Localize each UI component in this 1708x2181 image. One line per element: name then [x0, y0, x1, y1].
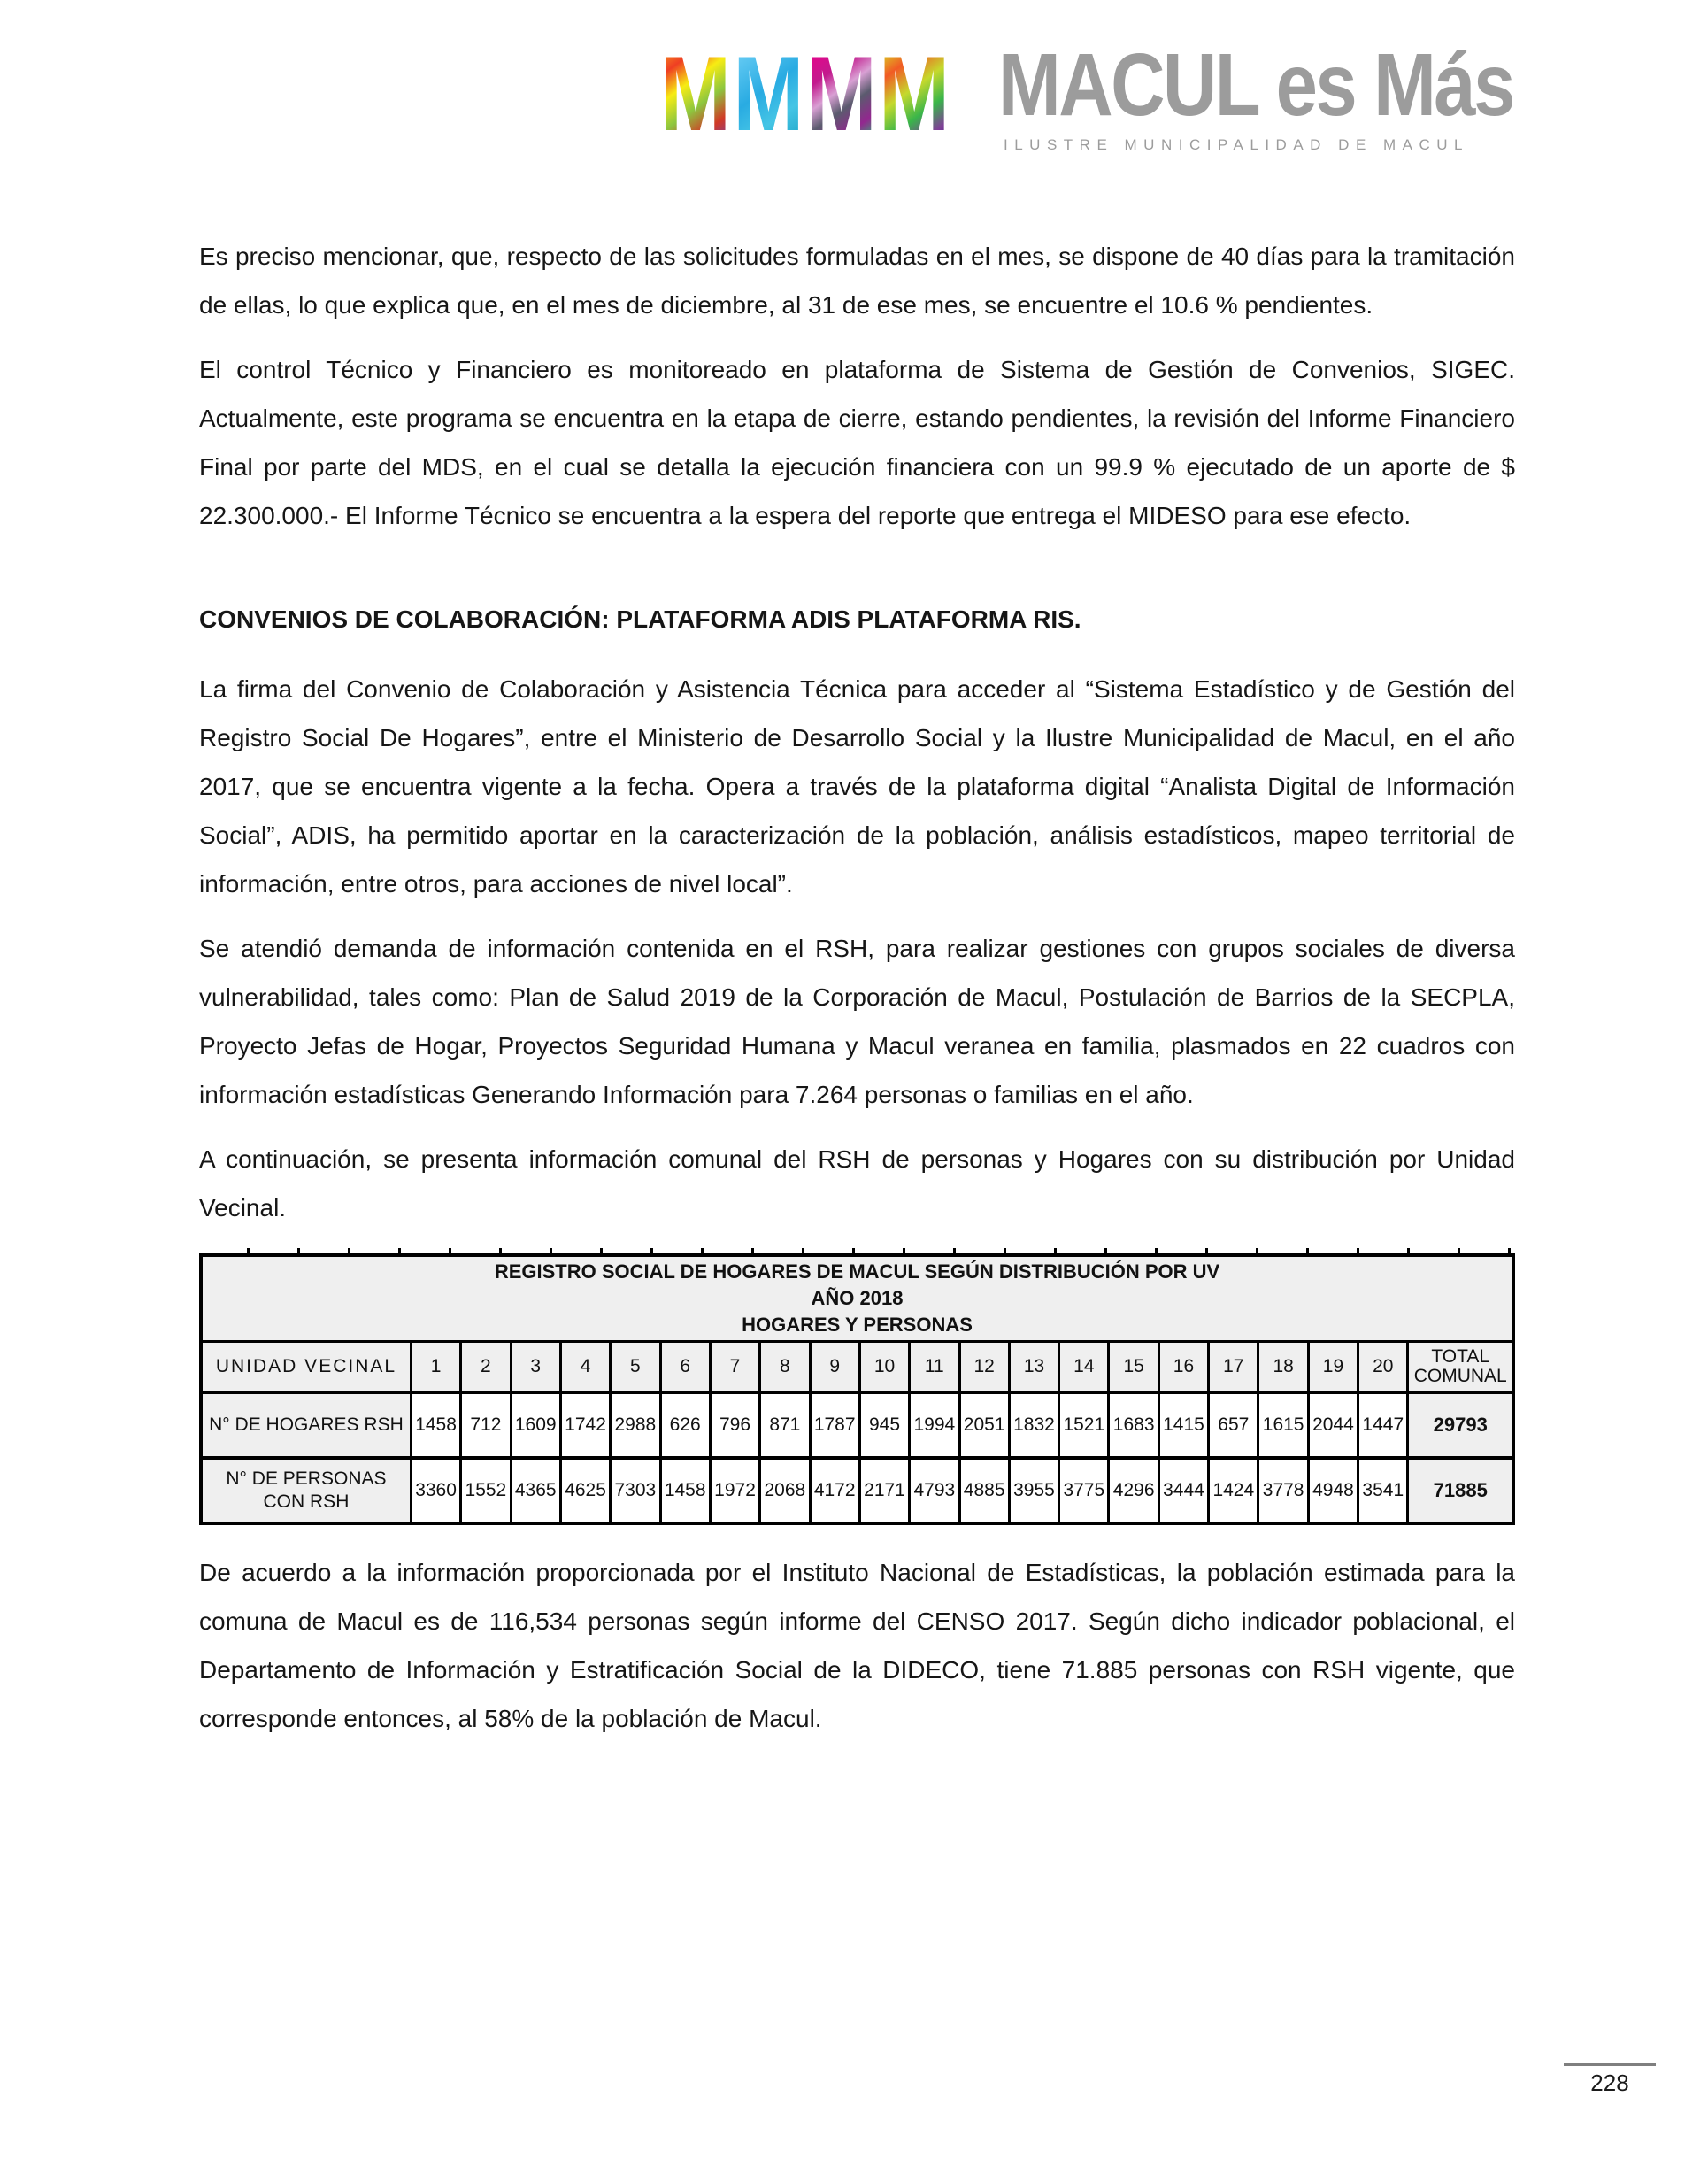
value-row1-uv16: 3444 [1158, 1458, 1208, 1523]
logo-tagline: ILUSTRE MUNICIPALIDAD DE MACUL [1004, 136, 1470, 153]
column-header-total-comunal: TOTAL COMUNAL [1408, 1342, 1513, 1393]
column-header-uv-16: 16 [1158, 1342, 1208, 1393]
value-row0-uv14: 1521 [1059, 1392, 1109, 1458]
value-row0-uv4: 1742 [560, 1392, 610, 1458]
column-header-uv-5: 5 [611, 1342, 660, 1393]
paragraph-demanda-informacion: Se atendió demanda de información contenida en el RSH, para realizar gestiones con grupos sociales de diversa vulnerabilidad, tales como: Plan de Salud 2019 de la Corporación de Macul, Postulación de Barrios de la SECPLA, Proyecto Jefas de Hogar, Proyectos Seguridad Humana y Macul veranea en familia, plasmados en 22 cuadros con información estadísticas Generando Información para 7.264 personas o familias en el año. [199, 935, 1515, 1108]
table-title-line: AÑO 2018 [811, 1287, 904, 1309]
value-row0-uv8: 871 [760, 1392, 810, 1458]
table-title [201, 1255, 1513, 1342]
table-title-line: REGISTRO SOCIAL DE HOGARES DE MACUL SEGÚN DISTRIBUCIÓN POR UV [494, 1260, 1220, 1283]
value-row0-uv13: 1832 [1009, 1392, 1058, 1458]
value-row1-uv12: 4885 [959, 1458, 1009, 1523]
paragraph-a-continuacion: A continuación, se presenta información comunal del RSH de personas y Hogares con su distribución por Unidad Vecinal. [199, 1145, 1515, 1222]
value-row0-uv2: 712 [461, 1392, 511, 1458]
logo-letter-m-2: M [733, 35, 804, 153]
value-row0-uv17: 657 [1209, 1392, 1258, 1458]
value-row1-uv9: 4172 [810, 1458, 859, 1523]
value-row1-uv3: 4365 [511, 1458, 560, 1523]
value-row1-uv18: 3778 [1258, 1458, 1308, 1523]
value-row1-uv19: 4948 [1308, 1458, 1358, 1523]
value-row0-uv15: 1683 [1109, 1392, 1158, 1458]
value-row0-uv18: 1615 [1258, 1392, 1308, 1458]
column-header-uv-8: 8 [760, 1342, 810, 1393]
value-row1-uv13: 3955 [1009, 1458, 1058, 1523]
column-header-uv-19: 19 [1308, 1342, 1358, 1393]
value-row1-uv14: 3775 [1059, 1458, 1109, 1523]
column-header-uv-6: 6 [660, 1342, 710, 1393]
value-row1-uv8: 2068 [760, 1458, 810, 1523]
table-row [201, 1392, 1513, 1458]
column-header-uv-2: 2 [461, 1342, 511, 1393]
column-header-uv-11: 11 [910, 1342, 959, 1393]
paragraph-convenio-colaboracion: La firma del Convenio de Colaboración y Asistencia Técnica para acceder al “Sistema Estadístico y de Gestión del Registro Social De Hogares”, entre el Ministerio de Desarrollo Social y la Ilustre Municipalidad de Macul, en el año 2017, que se encuentra vigente a la fecha. Opera a través de la plataforma digital “Analista Digital de Información Social”, ADIS, ha permitido aportar en la caracterización de la población, análisis estadísticos, mapeo territorial de información, entre otros, para acciones de nivel local”. [199, 675, 1515, 898]
column-header-uv-20: 20 [1358, 1342, 1408, 1393]
logo-monogram [660, 35, 950, 153]
paragraph-censo-poblacion: De acuerdo a la información proporcionada por el Instituto Nacional de Estadísticas, la población estimada para la comuna de Macul es de 116,534 personas según informe del CENSO 2017. Según dicho indicador poblacional, el Departamento de Información y Estratificación Social de la DIDECO, tiene 71.885 personas con RSH vigente, que corresponde entonces, al 58% de la población de Macul. [199, 1559, 1515, 1732]
column-header-uv-10: 10 [859, 1342, 909, 1393]
row-label-0: N° DE HOGARES RSH [201, 1392, 411, 1458]
table-row [201, 1458, 1513, 1523]
value-row1-uv11: 4793 [910, 1458, 959, 1523]
column-header-uv-17: 17 [1209, 1342, 1258, 1393]
logo-title: MACUL es Más [998, 35, 1513, 135]
value-row0-uv16: 1415 [1158, 1392, 1208, 1458]
value-row0-uv12: 2051 [959, 1392, 1009, 1458]
value-row0-uv9: 1787 [810, 1392, 859, 1458]
column-header-uv-12: 12 [959, 1342, 1009, 1393]
value-row1-uv6: 1458 [660, 1458, 710, 1523]
paragraph-control-tecnico-financiero: El control Técnico y Financiero es monitoreado en plataforma de Sistema de Gestión de Convenios, SIGEC. Actualmente, este programa se encuentra en la etapa de cierre, estando pendientes, la revisión del Informe Financiero Final por parte del MDS, en el cual se detalla la ejecución financiera con un 99.9 % ejecutado de un aporte de $ 22.300.000.- El Informe Técnico se encuentra a la espera del reporte que entrega el MIDESO para ese efecto. [199, 356, 1515, 529]
table-title-line: HOGARES Y PERSONAS [742, 1314, 973, 1336]
value-row1-uv7: 1972 [710, 1458, 759, 1523]
value-row1-uv20: 3541 [1358, 1458, 1408, 1523]
column-header-unidad-vecinal: UNIDAD VECINAL [201, 1342, 411, 1393]
rsh-distribution-table [199, 1253, 1515, 1525]
value-row0-uv5: 2988 [611, 1392, 660, 1458]
value-row1-uv17: 1424 [1209, 1458, 1258, 1523]
column-header-uv-15: 15 [1109, 1342, 1158, 1393]
paragraph-solicitudes: Es preciso mencionar, que, respecto de las solicitudes formuladas en el mes, se dispone de 40 días para la tramitación de ellas, lo que explica que, en el mes de diciembre, al 31 de ese mes, se encuentre el 10.6 % pendientes. [199, 243, 1515, 319]
column-header-uv-9: 9 [810, 1342, 859, 1393]
total-row0: 29793 [1408, 1392, 1513, 1458]
column-header-uv-1: 1 [411, 1342, 460, 1393]
value-row0-uv1: 1458 [411, 1392, 460, 1458]
section-heading-convenios: CONVENIOS DE COLABORACIÓN: PLATAFORMA ADIS PLATAFORMA RIS. [199, 605, 1081, 633]
logo-letter-m-4: M [879, 35, 950, 153]
column-header-uv-7: 7 [710, 1342, 759, 1393]
value-row0-uv19: 2044 [1308, 1392, 1358, 1458]
value-row0-uv10: 945 [859, 1392, 909, 1458]
value-row1-uv15: 4296 [1109, 1458, 1158, 1523]
value-row0-uv11: 1994 [910, 1392, 959, 1458]
logo-letter-m-1: M [660, 35, 731, 153]
logo-letter-m-3: M [805, 35, 877, 153]
total-row1: 71885 [1408, 1458, 1513, 1523]
footer-divider-line [1564, 2063, 1656, 2066]
column-header-uv-13: 13 [1009, 1342, 1058, 1393]
value-row0-uv20: 1447 [1358, 1392, 1408, 1458]
column-header-uv-4: 4 [560, 1342, 610, 1393]
value-row0-uv7: 796 [710, 1392, 759, 1458]
column-header-uv-14: 14 [1059, 1342, 1109, 1393]
value-row1-uv1: 3360 [411, 1458, 460, 1523]
municipal-logo [660, 35, 1519, 153]
column-header-uv-18: 18 [1258, 1342, 1308, 1393]
value-row1-uv10: 2171 [859, 1458, 909, 1523]
column-header-uv-3: 3 [511, 1342, 560, 1393]
value-row0-uv3: 1609 [511, 1392, 560, 1458]
page-number: 228 [1590, 2069, 1629, 2096]
row-label-1: N° DE PERSONAS CON RSH [201, 1458, 411, 1523]
value-row0-uv6: 626 [660, 1392, 710, 1458]
value-row1-uv5: 7303 [611, 1458, 660, 1523]
value-row1-uv4: 4625 [560, 1458, 610, 1523]
value-row1-uv2: 1552 [461, 1458, 511, 1523]
